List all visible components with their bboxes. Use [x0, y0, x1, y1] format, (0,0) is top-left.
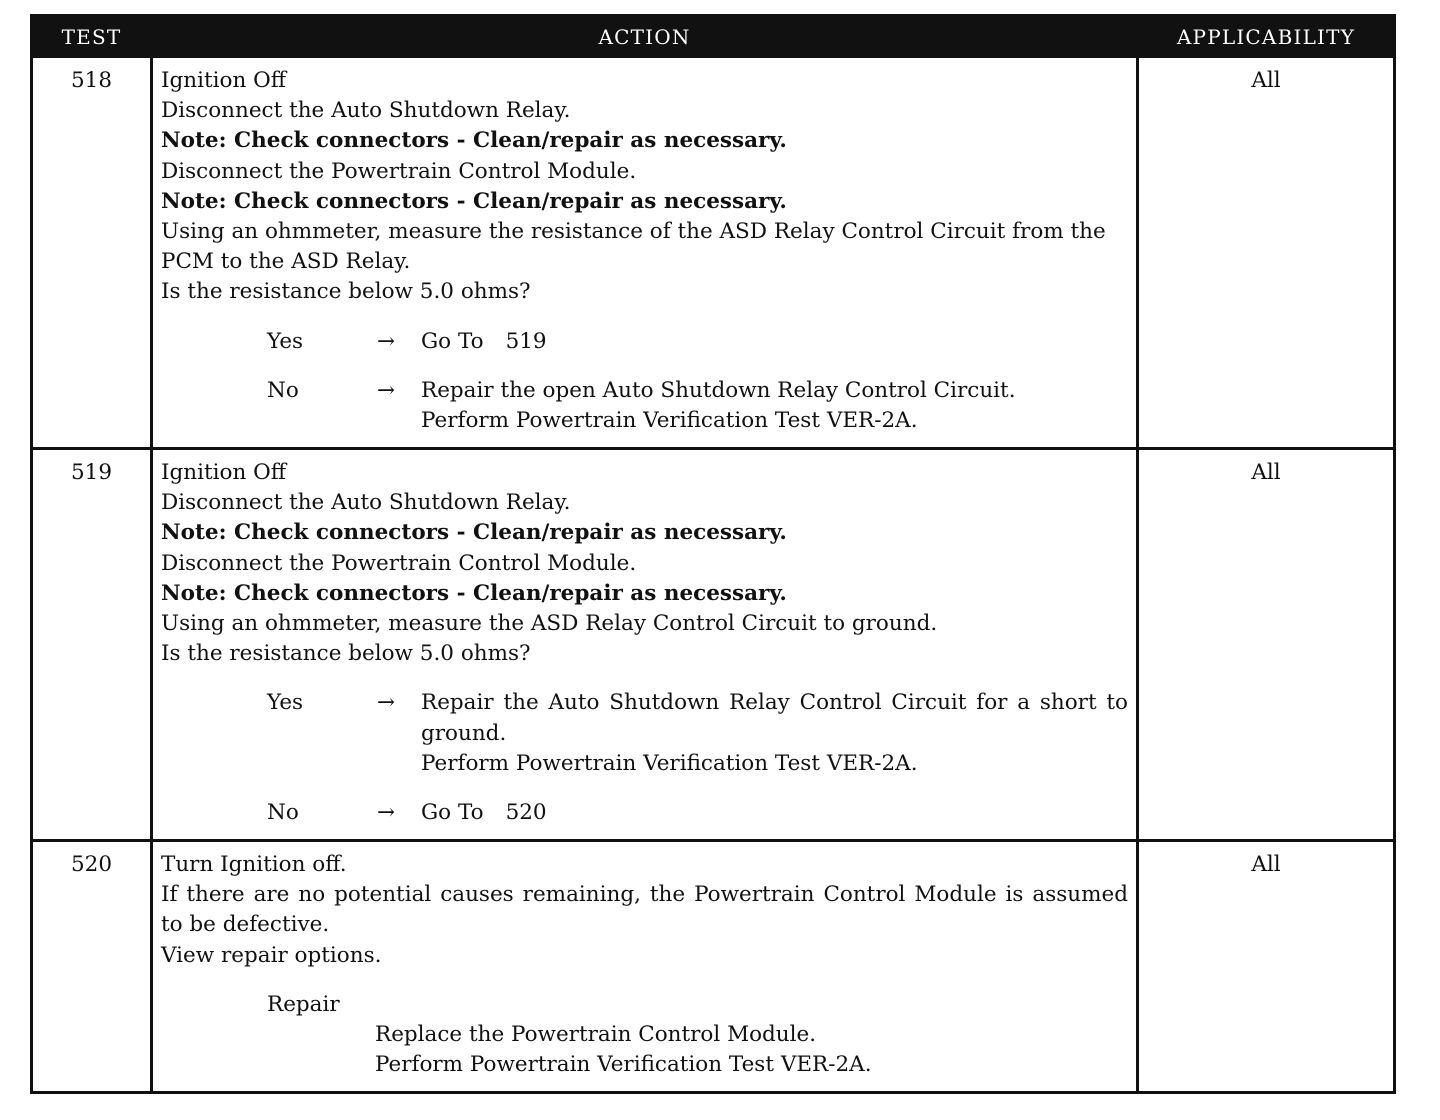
goto-label: Go To: [421, 328, 484, 354]
result-line: Repair the open Auto Shutdown Relay Control Circuit.: [421, 377, 1016, 403]
step-line: View repair options.: [161, 942, 382, 968]
column-header-test: TEST: [33, 17, 153, 58]
column-header-action: ACTION: [153, 17, 1139, 58]
result-line: Repair the Auto Shutdown Relay Control Circuit for a short to ground.: [421, 690, 1128, 746]
step-line: Using an ohmmeter, measure the ASD Relay Control Circuit to ground.: [161, 611, 938, 637]
step-line: Turn Ignition off.: [161, 852, 347, 877]
no-branch: [267, 376, 1128, 436]
test-number-520: 520: [33, 842, 153, 1091]
test-number-519: 519: [33, 450, 153, 842]
repair-step: Perform Powertrain Verification Test VER-2A.: [375, 1052, 872, 1078]
step-line: Disconnect the Auto Shutdown Relay.: [161, 490, 571, 516]
applicability-520: All: [1251, 852, 1281, 877]
yes-label: Yes: [267, 690, 304, 716]
arrow-icon: →: [377, 328, 396, 354]
test-action-519: [153, 450, 1139, 842]
step-line: Disconnect the Powertrain Control Module.: [161, 158, 637, 184]
test-action-518: [153, 58, 1139, 450]
step-line: Ignition Off: [161, 68, 287, 93]
applicability-519: All: [1139, 450, 1393, 842]
arrow-icon: →: [377, 690, 396, 716]
note-line: Note: Check connectors - Clean/repair as necessary.: [161, 580, 787, 606]
applicability-518: All: [1139, 58, 1393, 450]
result-line: Perform Powertrain Verification Test VER-2A.: [421, 408, 918, 434]
diagnostic-test-table: [30, 14, 1396, 1094]
yes-label: Yes: [267, 328, 304, 354]
test-action-520: [153, 842, 1139, 1091]
repair-step: Replace the Powertrain Control Module.: [375, 1022, 817, 1048]
step-line: Disconnect the Auto Shutdown Relay.: [161, 98, 571, 124]
note-line: Note: Check connectors - Clean/repair as necessary.: [161, 188, 787, 214]
note-line: Note: Check connectors - Clean/repair as necessary.: [161, 520, 787, 546]
test-number-518: 518: [33, 58, 153, 450]
question-line: Is the resistance below 5.0 ohms?: [161, 641, 531, 667]
no-result: [421, 376, 1128, 436]
goto-target: 519: [505, 328, 547, 354]
result-line: Perform Powertrain Verification Test VER-2A.: [421, 750, 918, 776]
step-line: Ignition Off: [161, 460, 287, 485]
yes-result: [421, 327, 1128, 357]
yes-branch: [267, 688, 1128, 779]
question-line: Is the resistance below 5.0 ohms?: [161, 279, 531, 305]
no-result: [421, 798, 1128, 828]
yes-branch: [267, 327, 1128, 357]
column-header-applicability: APPLICABILITY: [1139, 17, 1393, 58]
goto-target: 520: [505, 800, 547, 826]
no-label: No: [267, 377, 299, 403]
arrow-icon: →: [377, 377, 396, 403]
no-branch: [267, 798, 1128, 828]
step-line: If there are no potential causes remaining, the Powertrain Control Module is assumed to be defective.: [161, 882, 1128, 938]
yes-result: [421, 688, 1128, 779]
step-line: Disconnect the Powertrain Control Module.: [161, 550, 637, 576]
note-line: Note: Check connectors - Clean/repair as necessary.: [161, 128, 787, 154]
repair-label: Repair: [267, 991, 340, 1017]
step-line: Using an ohmmeter, measure the resistance of the ASD Relay Control Circuit from the PCM to the ASD Relay.: [161, 219, 1106, 275]
goto-label: Go To: [421, 800, 484, 826]
arrow-icon: →: [377, 800, 396, 826]
no-label: No: [267, 800, 299, 826]
